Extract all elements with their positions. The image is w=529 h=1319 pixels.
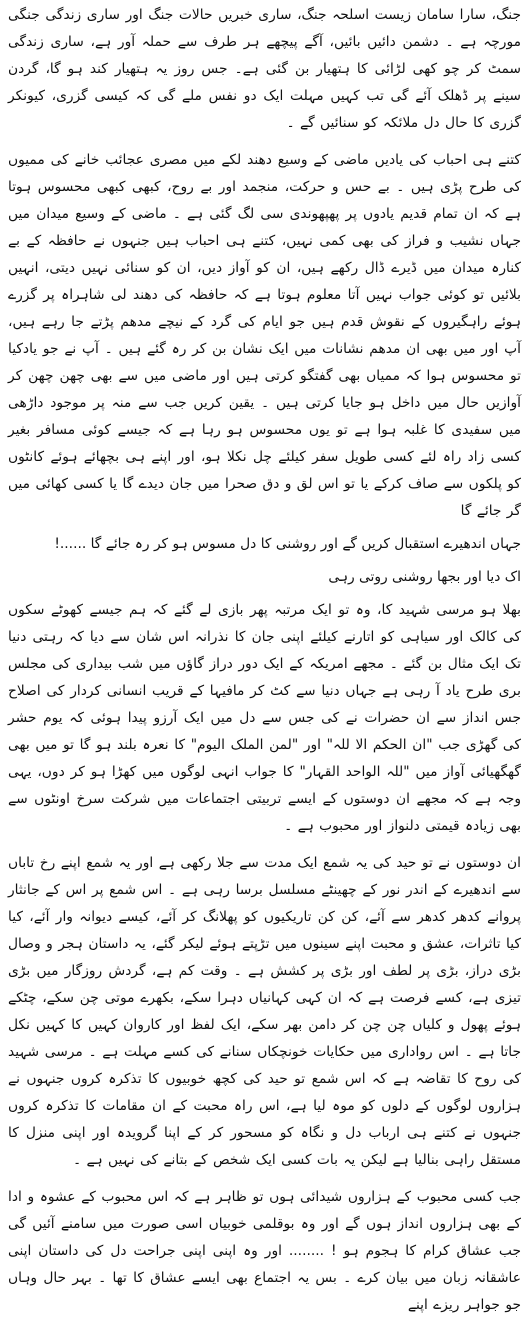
paragraph-2: کتنے ہی احباب کی یادیں ماضی کے وسیع دھند لکے میں مصری عجائب خانے کی ممیوں کی طرح پڑی ہیں ۔ بے حس و حرکت، منجمد اور بے روح، کبھی کبھی محسوس ہوتا ہے کہ ان تمام قدیم یادوں پر پھپھوندی سی لگ گئی ہے ۔ ماضی کے وسیع میدان میں جہاں نشیب و فراز کی بھی کمی نہیں، کتنے ہی احباب ہیں جنہوں نے حافظہ کے بے کنارہ میدان میں ڈیرے ڈال رکھے ہیں، ان کو آواز دیں، ان کو سنائی نہیں دیتی، انہیں بلائیں تو کوئی جواب نہیں آتا معلوم ہوتا ہے کہ حافظہ کی دھند لی شاہراہ پر گزرے ہوئے راہگیروں کے نقوش قدم ہیں جو ایام کی گرد کے نیچے مدھم پڑتے جا رہے ہیں، آپ اور میں بھی ان مدھم نشانات میں ایک نشان بن کر رہ گئے ہیں ۔ آپ نے جو یادکیا تو محسوس ہوا کہ ممیاں بھی گفتگو کرتی ہیں اور ماضی میں سے بھی چھن چھن کر آوازیں حال میں داخل ہو جایا کرتی ہیں ۔ یقین کریں جب سے منہ پر موجود داڑھی میں سفیدی کا غلبہ ہوا ہے تو یوں محسوس ہو رہا ہے کہ جیسے کوئی مسافر بغیر کسی زاد راہ لئے کسی طویل سفر کیلئے چل نکلا ہو، اور اپنے ہی بچھائے ہوئے کانٹوں کو پلکوں سے صاف کرکے یا تو اس لق و دق صحرا میں جان دیدے گا یا کسی کھائی میں گر جائے گا bbox=[8, 152, 521, 519]
couplet-line-2: اک دیا اور بجھا روشنی روتی رہی bbox=[328, 569, 521, 585]
couplet-line-1: جہاں اندھیرے استقبال کریں گے اور روشنی کا دل مسوس ہو کر رہ جائے گا ......! bbox=[54, 536, 521, 552]
paragraph-3: بھلا ہو مرسی شہید کا، وہ تو ایک مرتبہ پھر بازی لے گئے کہ ہم جیسے کھوٹے سکوں کی کالک اور سیاہی کو اتارنے کیلئے اپنی جان کا نذرانہ اس شان سے دیا کہ رہتی دنیا تک ایک مثال بن گئے ۔ مجھے امریکہ کے ایک دور دراز گاؤں میں شب بیداری کی مجلس بری طرح یاد آ رہی ہے جہاں دنیا سے کٹ کر مافیہا کے قریب انسانی کردار کی اصلاح جس انداز سے ان حضرات نے کی جس سے دل میں ایک آرزو پیدا ہوئی کہ یوم حشر کی گھڑی جب "ان الحکم الا للہ" اور "لمن الملک الیوم" کا نعرہ بلند ہو گا تو میں بھی گھگھیائی آواز میں "للہ الواحد القہار" کا جواب انہی لوگوں میں کھڑا ہو کر دوں، یہی وجہ ہے کہ مجھے ان دوستوں کے ایسے تربیتی اجتماعات میں شرکت سرخ اونٹوں سے بھی زیادہ قیمتی دلنواز اور محبوب ہے ۔ bbox=[8, 602, 521, 834]
paragraph-1: جنگ، سارا سامان زیست اسلحہ جنگ، ساری خبریں حالات جنگ اور ساری زندگی جنگی مورچہ ہے ۔ دشمن دائیں بائیں، آگے پیچھے ہر طرف سے حملہ آور ہے، ساری زندگی سمٹ کر چو کھی لڑائی کا ہتھیار بن گئی ہے۔ جس روز یہ ہتھیار کند ہو گا، گردن سینے پر ڈھلک آئے گی تب کہیں مہلت ایک دو نفس ملے گی کہ کیسی گزری، کیونکر گزری کا حال دل ملائکہ کو سنائیں گے ۔ bbox=[8, 7, 521, 131]
paragraph-4: ان دوستوں نے تو حید کی یہ شمع ایک مدت سے جلا رکھی ہے اور یہ شمع اپنے رخ تاباں سے اندھیرے کے اندر نور کے چھینٹے مسلسل برسا رہی ہے ۔ اس شمع پر اس کے جانثار پروانے کدھر کدھر سے آئے، کن کن تاریکیوں کو پھلانگ کر آئے، کیسے دیوانہ وار آئے، کیا کیا تاثرات، عشق و محبت اپنے سینوں میں تڑپتے ہوئے لیکر گئے، یہ داستان ہجر و وصال بڑی دراز، بڑی پر لطف اور بڑی پر کشش ہے ۔ وقت کم ہے، گردش روزگار میں بڑی تیزی ہے، کسے فرصت ہے کہ ان کہی کہانیاں دہرا سکے، بکھرے موتی چن سکے، چٹکے ہوئے پھول و کلیاں چن چن کر دامن بھر سکے، ایک لفظ اور کاروان کہیں کا کہیں نکل جاتا ہے ۔ اس رواداری میں حکایات خونچکاں سنانے کی کسے مہلت ہے ۔ مرسی شہید کی روح کا تقاضہ ہے کہ اس شمع تو حید کی کچھ خوبیوں کا تذکرہ کروں جنہوں نے ہزاروں لوگوں کے دلوں کو موہ لیا ہے، اس راہ محبت کے ان مقامات کا تذکرہ کروں جنہوں نے کتنے ہی ارباب دل و نگاہ کو مسحور کر کے اپنا گرویدہ اور اپنی منزل کا مستقل راہی بنالیا ہے لیکن یہ بات کسی ایک شخص کے بتانے کی نہیں ہے ۔ bbox=[8, 855, 521, 1168]
paragraph-5: جب کسی محبوب کے ہزاروں شیدائی ہوں تو ظاہر ہے کہ اس محبوب کے عشوہ و ادا کے بھی ہزاروں انداز ہوں گے اور وہ بوقلمی خوبیاں اسی صورت میں سامنے آئیں گی جب عشاق کرام کا ہجوم ہو ! ........ اور وہ اپنی اپنی جراحت دل کی داستان اپنی عاشقانہ زبان میں بیان کرے ۔ بس یہ اجتماع بھی ایسے عشاق کا تھا ۔ بہر حال وہاں جو جواہر ریزے اپنے bbox=[8, 1189, 521, 1313]
